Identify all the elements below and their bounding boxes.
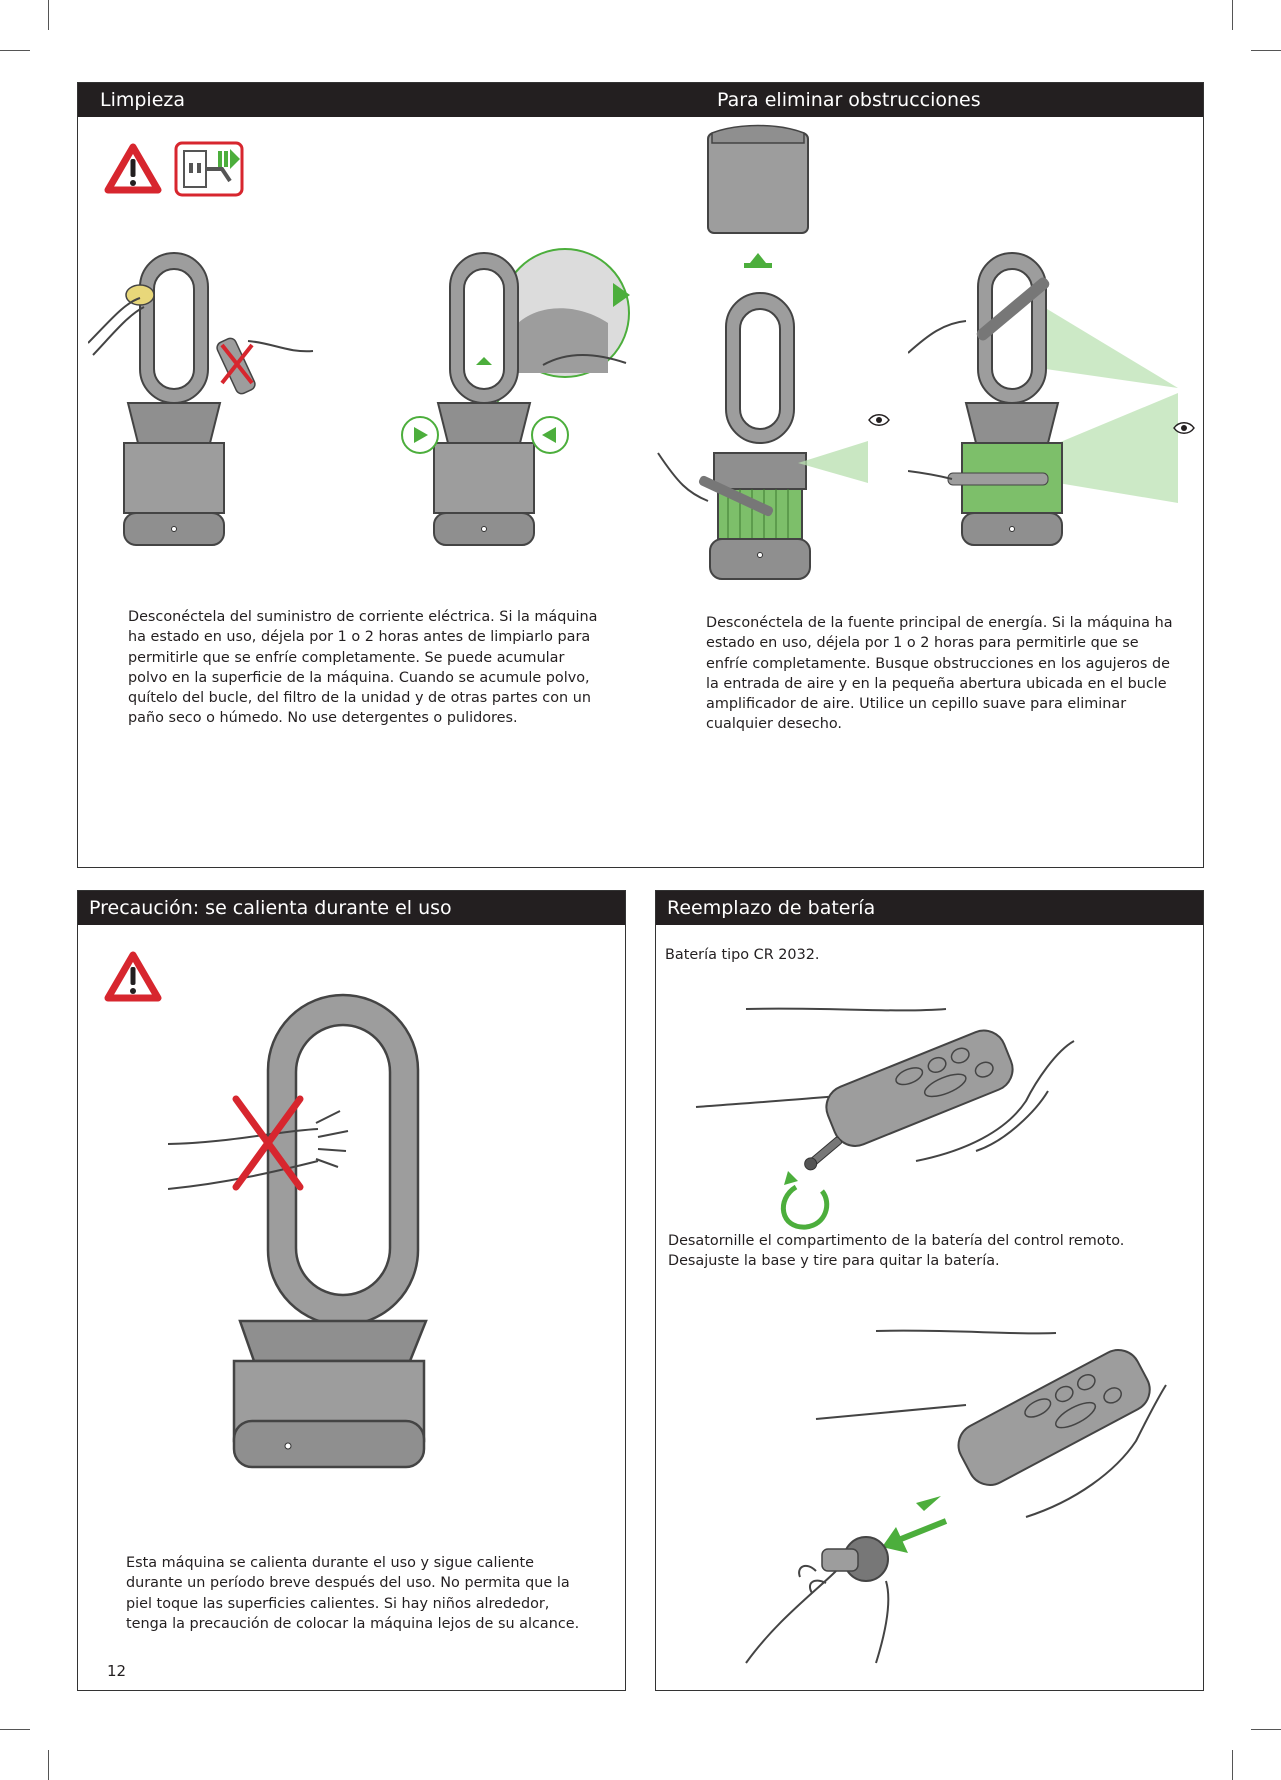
- obstructions-text: Desconéctela de la fuente principal de energía. Si la máquina ha estado en uso, déjela por 1 o 2 horas para permitirle que se enfríe completamente. Busque obstrucciones en los agujeros de la entrada de aire y en la pequeña abertura ubicada en el bucle amplificador de aire. Utilice un cepillo suave para eliminar cualquier desecho.: [706, 615, 1173, 733]
- cleaning-title: Limpieza: [100, 89, 186, 111]
- inspect-loop-illustration: [908, 243, 1205, 663]
- side-release-illustration: [368, 213, 638, 663]
- battery-instructions: Desatornille el compartimento de la batería del control remoto. Desajuste la base y tire para quitar la batería.: [668, 1233, 1125, 1270]
- caution-title: Precaución: se calienta durante el uso: [89, 897, 452, 919]
- crop-mark: [1232, 0, 1233, 30]
- crop-mark: [1232, 1750, 1233, 1780]
- hot-surface-illustration: [168, 991, 568, 1471]
- wipe-machine-illustration: [88, 243, 358, 663]
- page-number: 12: [107, 1662, 127, 1680]
- eye-icon: [868, 413, 890, 427]
- warning-triangle-icon: [104, 951, 162, 1003]
- caution-header: [78, 891, 625, 925]
- warning-triangle-icon: [104, 143, 162, 195]
- crop-mark: [48, 0, 49, 30]
- unplug-icon: [174, 141, 244, 197]
- remove-battery-illustration: [696, 1321, 1176, 1671]
- crop-mark: [0, 1729, 30, 1730]
- crop-mark: [1251, 50, 1281, 51]
- cleaning-panel: [77, 82, 1204, 868]
- unscrew-remote-illustration: [676, 1001, 1176, 1231]
- crop-mark: [48, 1750, 49, 1780]
- battery-title: Reemplazo de batería: [667, 897, 876, 919]
- crop-mark: [1251, 1729, 1281, 1730]
- eye-icon: [1173, 421, 1195, 435]
- crop-mark: [0, 50, 30, 51]
- cleaning-text: Desconéctela del suministro de corriente eléctrica. Si la máquina ha estado en uso, déjela por 1 o 2 horas antes de limpiarlo para permitirle que se enfríe completamente. Se puede acumular polvo en la superficie de la máquina. Cuando se acumule polvo, quítelo del bucle, del filtro de la unidad y de otras partes con un paño seco o húmedo. No use detergentes o pulidores.: [128, 609, 598, 727]
- brush-filter-illustration: [648, 123, 928, 663]
- battery-type-text: Batería tipo CR 2032.: [665, 947, 820, 963]
- caution-text: Esta máquina se calienta durante el uso y sigue caliente durante un período breve después del uso. No permita que la piel toque las superficies calientes. Si hay niños alrededor, tenga la precaución de colocar la máquina lejos de su alcance.: [126, 1555, 580, 1632]
- cleaning-header: [78, 83, 1203, 117]
- obstructions-title: Para eliminar obstrucciones: [717, 89, 981, 111]
- battery-panel: [655, 890, 1204, 1691]
- caution-panel: [77, 890, 626, 1691]
- battery-header: [656, 891, 1203, 925]
